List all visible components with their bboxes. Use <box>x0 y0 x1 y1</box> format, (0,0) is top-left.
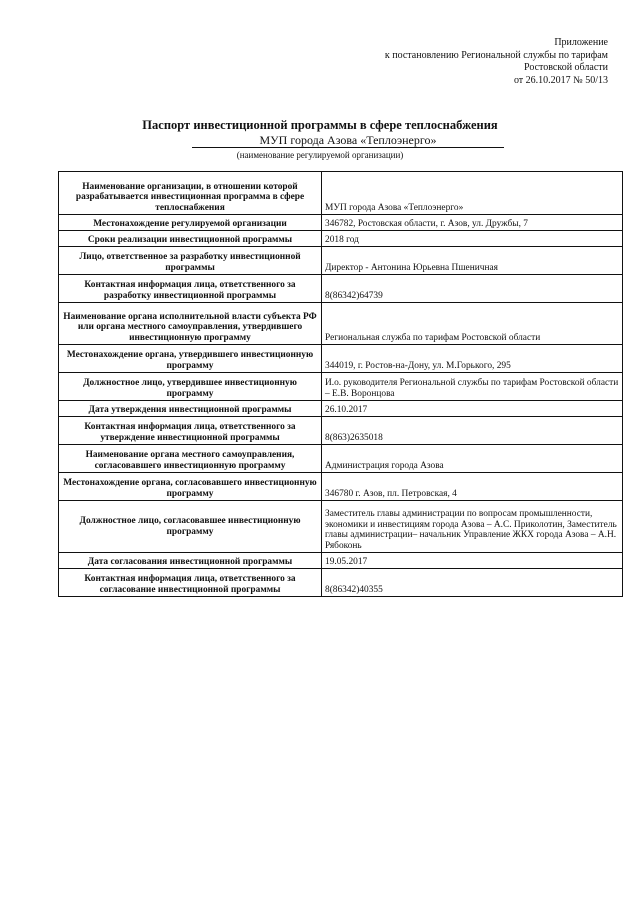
table-row <box>59 275 623 303</box>
row-value: 8(863)2635018 <box>322 417 623 445</box>
row-label: Лицо, ответственное за разработку инвестиционной программы <box>59 247 322 275</box>
table-row <box>59 445 623 473</box>
row-label: Наименование организации, в отношении которой разрабатывается инвестиционная программа в сфере теплоснабжения <box>59 172 322 215</box>
organization-caption: (наименование регулируемой организации) <box>236 150 404 160</box>
table-row <box>59 401 623 417</box>
row-label: Дата утверждения инвестиционной программы <box>59 401 322 417</box>
row-value: Директор - Антонина Юрьевна Пшеничная <box>322 247 623 275</box>
row-label: Местонахождение органа, утвердившего инвестиционную программу <box>59 345 322 373</box>
row-label: Наименование органа исполнительной власти субъекта РФ или органа местного самоуправления, утвердившего инвестиционную программу <box>59 303 322 345</box>
row-label: Местонахождение органа, согласовавшего инвестиционную программу <box>59 473 322 501</box>
row-value: 19.05.2017 <box>322 553 623 569</box>
table-row <box>59 473 623 501</box>
row-value: 2018 год <box>322 231 623 247</box>
row-label: Наименование органа местного самоуправления, согласовавшего инвестиционную программу <box>59 445 322 473</box>
table-row <box>59 569 623 597</box>
appendix-line-1: Приложение <box>554 37 608 48</box>
appendix-line-4: от 26.10.2017 № 50/13 <box>513 74 608 86</box>
row-value: 8(86342)64739 <box>322 275 623 303</box>
table-row <box>59 303 623 345</box>
row-value: МУП города Азова «Теплоэнерго» <box>322 172 623 215</box>
row-label: Контактная информация лица, ответственного за утверждение инвестиционной программы <box>59 417 322 445</box>
row-value: Заместитель главы администрации по вопросам промышленности, экономики и инвестициям города Азова – А.С. Приколотин, Заместитель главы администрации– начальник Управление ЖКХ города Азова – А.Н. Рябоконь <box>322 501 623 553</box>
row-value: 346782, Ростовская области, г. Азов, ул. Дружбы, 7 <box>322 215 623 231</box>
organization-name: МУП города Азова «Теплоэнерго» <box>192 133 504 148</box>
document-title: Паспорт инвестиционной программы в сфере теплоснабжения <box>142 118 498 132</box>
row-label: Должностное лицо, согласовавшее инвестиционную программу <box>59 501 322 553</box>
row-value: 26.10.2017 <box>322 401 623 417</box>
row-value: И.о. руководителя Региональной службы по тарифам Ростовской области – Е.В. Воронцова <box>322 373 623 401</box>
passport-table <box>58 171 623 597</box>
row-label: Дата согласования инвестиционной программы <box>59 553 322 569</box>
table-row <box>59 417 623 445</box>
row-label: Должностное лицо, утвердившее инвестиционную программу <box>59 373 322 401</box>
table-row <box>59 373 623 401</box>
table-row <box>59 172 623 215</box>
row-label: Контактная информация лица, ответственного за разработку инвестиционной программы <box>59 275 322 303</box>
table-row <box>59 247 623 275</box>
appendix-block <box>385 37 608 87</box>
row-label: Контактная информация лица, ответственного за согласование инвестиционной программы <box>59 569 322 597</box>
row-value: 346780 г. Азов, пл. Петровская, 4 <box>322 473 623 501</box>
table-row <box>59 231 623 247</box>
row-label: Сроки реализации инвестиционной программы <box>59 231 322 247</box>
row-value: 8(86342)40355 <box>322 569 623 597</box>
appendix-line-2: к постановлению Региональной службы по тарифам <box>384 49 608 61</box>
row-value: Администрация города Азова <box>322 445 623 473</box>
row-value: 344019, г. Ростов-на-Дону, ул. М.Горького, 295 <box>322 345 623 373</box>
table-row <box>59 553 623 569</box>
table-row <box>59 345 623 373</box>
row-label: Местонахождение регулируемой организации <box>59 215 322 231</box>
table-row <box>59 501 623 553</box>
appendix-line-3: Ростовской области <box>524 62 608 73</box>
table-row <box>59 215 623 231</box>
row-value: Региональная служба по тарифам Ростовской области <box>322 303 623 345</box>
